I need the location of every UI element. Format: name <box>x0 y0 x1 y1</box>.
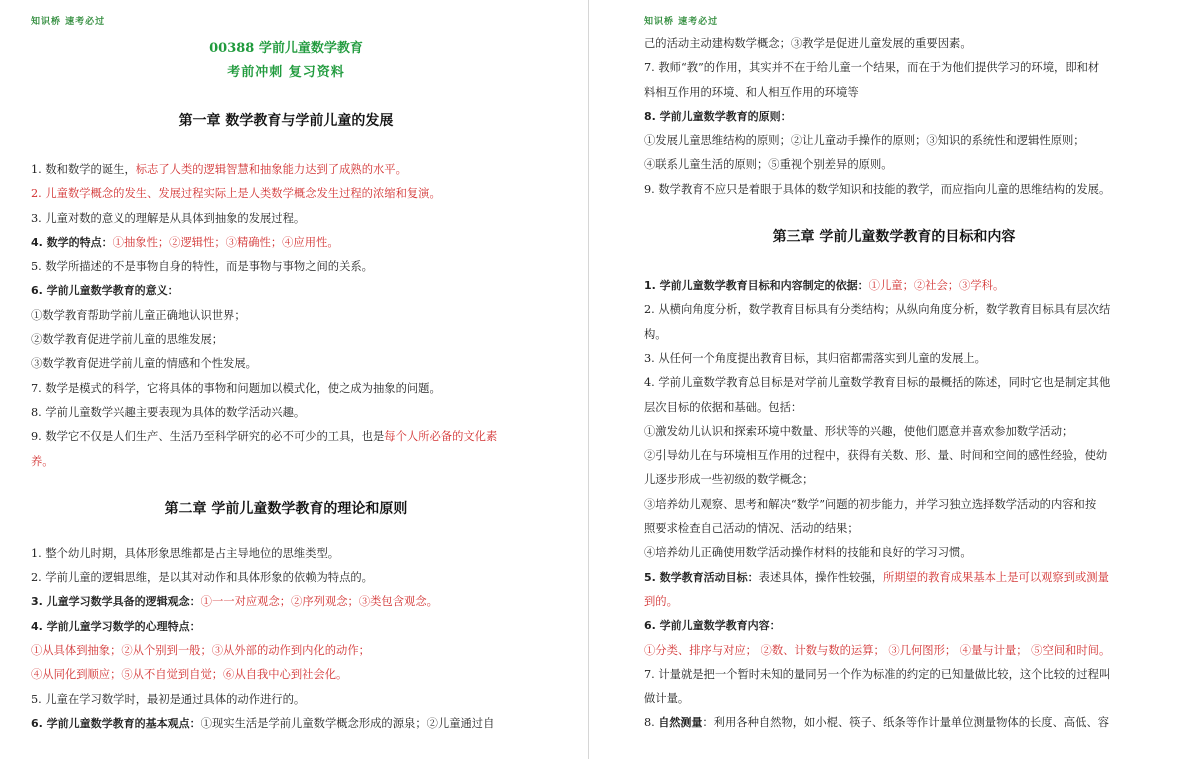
text-line <box>31 542 541 566</box>
text-line <box>644 468 1144 492</box>
highlight-text: 养。 <box>31 454 54 468</box>
text-line <box>644 371 1144 395</box>
right-top-body <box>644 32 1144 202</box>
plain-text: 8. 学前儿童数学兴趣主要表现为具体的数学活动兴趣。 <box>31 405 306 419</box>
text-line <box>31 712 541 736</box>
plain-text: 7. 数学是模式的科学，它将具体的事物和问题加以模式化，使之成为抽象的问题。 <box>31 381 441 395</box>
text-line <box>644 541 1144 565</box>
text-line <box>31 304 541 328</box>
text-line <box>644 56 1144 80</box>
bold-term: 1. 学前儿童数学教育目标和内容制定的依据： <box>644 279 869 293</box>
text-line <box>644 614 1144 638</box>
text-line <box>644 663 1144 687</box>
plain-text: 9. 数学它不仅是人们生产、生活乃至科学研究的必不可少的工具，也是 <box>31 430 385 444</box>
plain-text: ①现实生活是学前儿童数学概念形成的源泉；②儿童通过自 <box>200 716 495 730</box>
right-content <box>644 32 1144 736</box>
text-line <box>644 274 1144 298</box>
chapter-1-title: 第一章 数学教育与学前儿童的发展 <box>178 113 394 129</box>
chapter-3-body <box>644 274 1144 736</box>
highlight-text: ①从具体到抽象；②从个别到一般；③从外部的动作到内化的动作； <box>31 644 370 658</box>
left-page <box>0 0 588 759</box>
bold-term: 6. 学前儿童数学教育内容： <box>644 619 781 633</box>
text-line <box>644 493 1144 517</box>
header-tag: 知识桥 速考必过 <box>644 17 719 27</box>
plain-text: 1. 数和数学的诞生， <box>31 163 136 176</box>
text-line <box>644 396 1144 420</box>
text-line <box>31 352 541 376</box>
highlight-text: ①分类、排序与对应； ②数、计数与数的运算； ③几何图形； ④量与计量； ⑤空间和时间。 <box>644 643 1111 657</box>
highlight-text: 2. 儿童数学概念的发生、发展过程实际上是人类数学概念发生过程的浓缩和复演。 <box>31 187 441 201</box>
plain-text: 1. 整个幼儿时期，具体形象思维都是占主导地位的思维类型。 <box>31 546 340 560</box>
chapter-2-title: 第二章 学前儿童数学教育的理论和原则 <box>164 500 408 517</box>
text-line <box>31 279 541 303</box>
text-line <box>644 444 1144 468</box>
text-line <box>31 688 541 712</box>
text-line <box>31 663 541 687</box>
text-line <box>31 255 541 279</box>
header-tag: 知识桥 速考必过 <box>31 17 106 27</box>
plain-text: ①发展儿童思维结构的原则；②让儿童动手操作的原则；③知识的系统性和逻辑性原则； <box>644 134 1085 148</box>
plain-text: ③培养幼儿观察、思考和解决“数学”问题的初步能力，并学习独立选择数学活动的内容和按 <box>644 497 1097 511</box>
plain-text: 5. 数学所描述的不是事物自身的特性，而是事物与事物之间的关系。 <box>31 260 373 274</box>
bold-term: 6. 学前儿童数学教育的基本观点： <box>31 716 201 730</box>
plain-text: 己的活动主动建构数学概念；③教学是促进儿童发展的重要因素。 <box>644 37 972 50</box>
document-title: 00388 学前儿童数学教育 <box>209 41 363 56</box>
highlight-text: 每个人所必备的文化素 <box>384 430 498 444</box>
plain-text: 料相互作用的环境、和人相互作用的环境等 <box>644 85 859 99</box>
bold-term: 4. 学前儿童学习数学的心理特点： <box>31 619 201 633</box>
plain-text: 3. 儿童对数的意义的理解是从具体到抽象的发展过程。 <box>31 211 306 225</box>
plain-text: 2. 从横向角度分析，数学教育目标具有分类结构；从纵向角度分析，数学教育目标具有层次结 <box>644 303 1111 317</box>
text-line <box>644 687 1144 711</box>
text-line <box>644 420 1144 444</box>
text-line <box>644 711 1144 735</box>
chapter-1-body <box>31 158 541 474</box>
highlight-text: ④从同化到顺应；⑤从不自觉到自觉；⑥从自我中心到社会化。 <box>31 668 348 682</box>
text-line <box>31 615 541 639</box>
plain-text: ：利用各种自然物，如小棍、筷子、纸条等作计量单位测量物体的长度、高低、容 <box>702 716 1110 730</box>
plain-text: 4. 学前儿童数学教育总目标是对学前儿童数学教育目标的最概括的陈述，同时它也是制定其他 <box>644 376 1111 390</box>
text-line <box>644 566 1144 590</box>
plain-text: 7. 计量就是把一个暂时未知的量同另一个作为标准的约定的已知量做比较，这个比较的过程叫 <box>644 667 1111 681</box>
bold-term: 3. 儿童学习数学具备的逻辑观念： <box>31 595 201 609</box>
plain-text: 儿逐步形成一些初级的数学概念； <box>644 473 814 487</box>
plain-text: 9. 数学教育不应只是着眼于具体的数学知识和技能的教学，而应指向儿童的思维结构的发展。 <box>644 182 1111 196</box>
text-line <box>31 207 541 231</box>
bold-term: 自然测量 <box>658 716 703 730</box>
document-subtitle: 考前冲刺 复习资料 <box>227 65 345 80</box>
plain-text: 2. 学前儿童的逻辑思维，是以其对动作和具体形象的依赖为特点的。 <box>31 571 373 585</box>
text-line <box>31 450 541 474</box>
text-line <box>31 425 541 449</box>
text-line <box>31 401 541 425</box>
plain-text: 5. 儿童在学习数学时，最初是通过具体的动作进行的。 <box>31 692 306 706</box>
text-line <box>644 32 1144 56</box>
text-line <box>644 105 1144 129</box>
plain-text: 层次目标的依据和基础。包括： <box>644 400 803 414</box>
plain-text: 表述具体，操作性较强， <box>758 570 883 584</box>
plain-text: 8. <box>644 716 659 730</box>
chapter-2-body <box>31 542 541 736</box>
text-line <box>644 590 1144 614</box>
left-content <box>31 38 541 736</box>
text-line <box>644 323 1144 347</box>
plain-text: 7. 教师“教”的作用，其实并不在于给儿童一个结果，而在于为他们提供学习的环境，即和材 <box>644 61 1100 75</box>
plain-text: ②数学教育促进学前儿童的思维发展； <box>31 333 224 347</box>
plain-text: 做计量。 <box>644 692 690 706</box>
bold-term: 4. 数学的特点： <box>31 235 113 249</box>
plain-text: ①激发幼儿认识和探索环境中数量、形状等的兴趣，使他们愿意并喜欢参加数学活动； <box>644 424 1074 438</box>
plain-text: ④联系儿童生活的原则；⑤重视个别差异的原则。 <box>644 158 893 172</box>
plain-text: 照要求检查自己活动的情况、活动的结果； <box>644 522 859 536</box>
highlight-text: 所期望的教育成果基本上是可以观察到或测量 <box>882 570 1109 584</box>
text-line <box>31 590 541 614</box>
text-line <box>644 639 1144 663</box>
bold-term: 6. 学前儿童数学教育的意义： <box>31 284 179 298</box>
highlight-text: 到的。 <box>644 594 678 608</box>
plain-text: ②引导幼儿在与环境相互作用的过程中，获得有关数、形、量、时间和空间的感性经验，使幼 <box>644 449 1108 463</box>
plain-text: 3. 从任何一个角度提出教育目标，其归宿都需落实到儿童的发展上。 <box>644 351 986 365</box>
text-line <box>644 178 1144 202</box>
text-line <box>31 566 541 590</box>
text-line <box>31 231 541 255</box>
highlight-text: 标志了人类的逻辑智慧和抽象能力达到了成熟的水平。 <box>135 163 407 176</box>
highlight-text: ①抽象性；②逻辑性；③精确性；④应用性。 <box>112 235 339 249</box>
chapter-3-title: 第三章 学前儿童数学教育的目标和内容 <box>772 229 1016 246</box>
text-line <box>644 347 1144 371</box>
text-line <box>31 639 541 663</box>
text-line <box>644 81 1144 105</box>
bold-term: 5. 数学教育活动目标： <box>644 570 759 584</box>
bold-term: 8. 学前儿童数学教育的原则： <box>644 109 792 123</box>
text-line <box>644 153 1144 177</box>
right-page <box>589 0 1177 759</box>
plain-text: ①数学教育帮助学前儿童正确地认识世界； <box>31 308 246 322</box>
plain-text: ④培养幼儿正确使用数学活动操作材料的技能和良好的学习习惯。 <box>644 546 972 560</box>
text-line <box>644 129 1144 153</box>
text-line <box>31 377 541 401</box>
text-line <box>31 158 541 182</box>
text-line <box>644 298 1144 322</box>
highlight-text: ①儿童；②社会；③学科。 <box>868 279 1005 293</box>
text-line <box>31 328 541 352</box>
plain-text: ③数学教育促进学前儿童的情感和个性发展。 <box>31 357 257 371</box>
plain-text: 构。 <box>644 327 667 341</box>
highlight-text: ①一一对应观念；②序列观念；③类包含观念。 <box>200 595 438 609</box>
text-line <box>31 182 541 206</box>
text-line <box>644 517 1144 541</box>
